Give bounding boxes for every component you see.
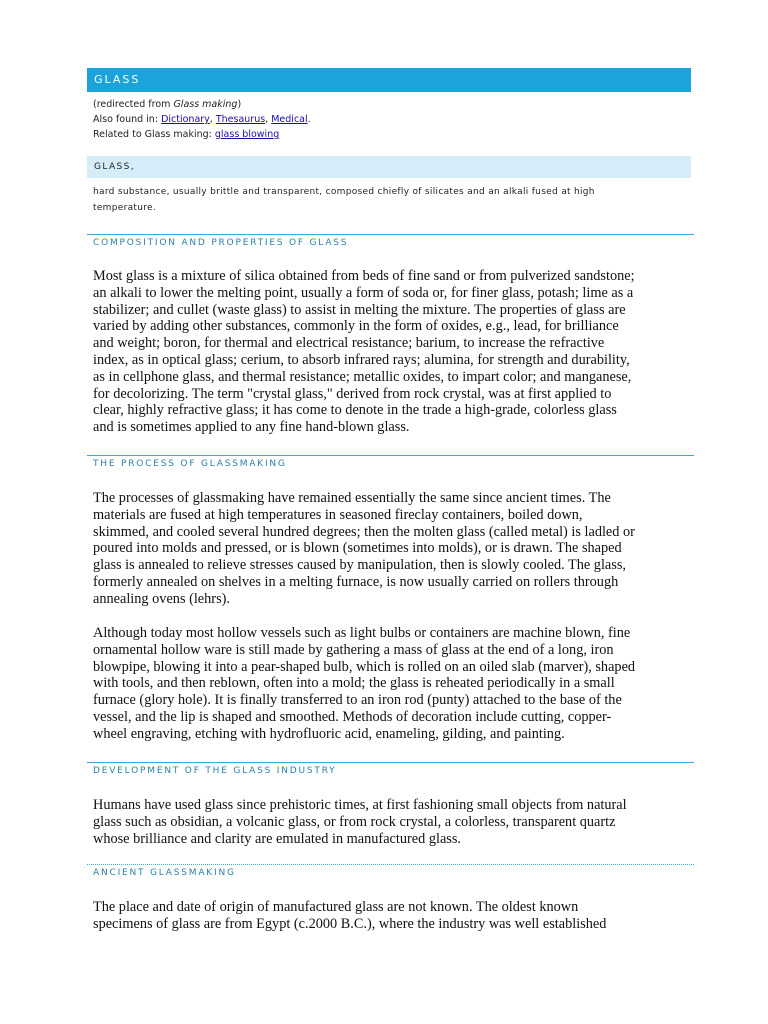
- entry-subheading: GLASS,: [94, 162, 136, 172]
- related-to: Related to Glass making: glass blowing: [93, 129, 280, 140]
- entry-title: GLASS: [94, 73, 141, 86]
- section-heading-process: THE PROCESS OF GLASSMAKING: [87, 455, 694, 473]
- medical-link[interactable]: Medical: [271, 114, 308, 125]
- section-heading-development: DEVELOPMENT OF THE GLASS INDUSTRY: [87, 762, 694, 780]
- dictionary-link[interactable]: Dictionary: [161, 114, 210, 125]
- thesaurus-link[interactable]: Thesaurus: [215, 114, 266, 125]
- paragraph-process-2: Although today most hollow vessels such as light bulbs or containers are machine blown, fine ornamental hollow ware is still made by gathering a mass of glass at the end of a long, iron blowpipe, blowing it into a pear-shaped bulb, which is rolled on an oiled slab (marver), shaped with tools, and then reblown, often into a mold; the glass is reheated periodically in a small furnace (glory hole). It is finally transferred to an iron rod (punty) attached to the base of the vessel, and the lip is shaped and smoothed. Methods of decoration include cutting, copper- wheel engraving, etching with hydrofluoric acid, enameling, gilding, and painting.: [93, 625, 636, 742]
- paragraph-process-1: The processes of glassmaking have remained essentially the same since ancient times. The materials are fused at high temperatures in seasoned fireclay containers, boiled down, skimmed, and cooled several hundred degrees; then the molten glass (called metal) is ladled or poured into molds and pressed, or is blown (sometimes into molds), or is drawn. The shaped glass is annealed to relieve stresses caused by manipulation, then is slowly cooled. The glass, formerly annealed on shelves in a melting furnace, is now usually carried on rollers through annealing ovens (lehrs).: [93, 490, 635, 607]
- section-heading-composition: COMPOSITION AND PROPERTIES OF GLASS: [87, 234, 694, 252]
- glass-blowing-link[interactable]: glass blowing: [214, 129, 280, 140]
- redirect-term: Glass making: [173, 99, 238, 110]
- paragraph-development: Humans have used glass since prehistoric times, at first fashioning small objects from natural glass such as obsidian, a volcanic glass, or from rock crystal, a colorless, transparent quartz whose brilliance and clarity are emulated in manufactured glass.: [93, 797, 627, 847]
- paragraph-composition: Most glass is a mixture of silica obtained from beds of fine sand or from pulverized sandstone; an alkali to lower the melting point, usually a form of soda or, for finer glass, potash; lime as a stabilizer; and cullet (waste glass) to assist in melting the mixture. The properties of glass are varied by adding other substances, commonly in the form of oxides, e.g., lead, for brilliance and weight; boron, for thermal and electrical resistance; barium, to increase the refractive index, as in optical glass; cerium, to absorb infrared rays; alumina, for strength and durability, as in cellphone glass, and thermal resistance; metallic oxides, to impart color; and manganese, for decolorizing. The term "crystal glass," derived from rock crystal, was at first applied to clear, highly refractive glass; it has come to denote in the trade a high-grade, colorless glass and is sometimes applied to any fine hand-blown glass.: [93, 268, 635, 436]
- paragraph-ancient: The place and date of origin of manufactured glass are not known. The oldest known specimens of glass are from Egypt (c.2000 B.C.), where the industry was well established: [93, 899, 607, 932]
- entry-subheading-bar: [87, 156, 691, 178]
- section-heading-ancient: ANCIENT GLASSMAKING: [87, 864, 694, 882]
- also-found-in: Also found in: Dictionary, Thesaurus, Medical.: [93, 114, 311, 125]
- redirect-note: (redirected from Glass making): [93, 99, 242, 110]
- definition-text: hard substance, usually brittle and transparent, composed chiefly of silicates and an alkali fused at high temperature.: [93, 187, 595, 213]
- entry-title-bar: [87, 68, 691, 92]
